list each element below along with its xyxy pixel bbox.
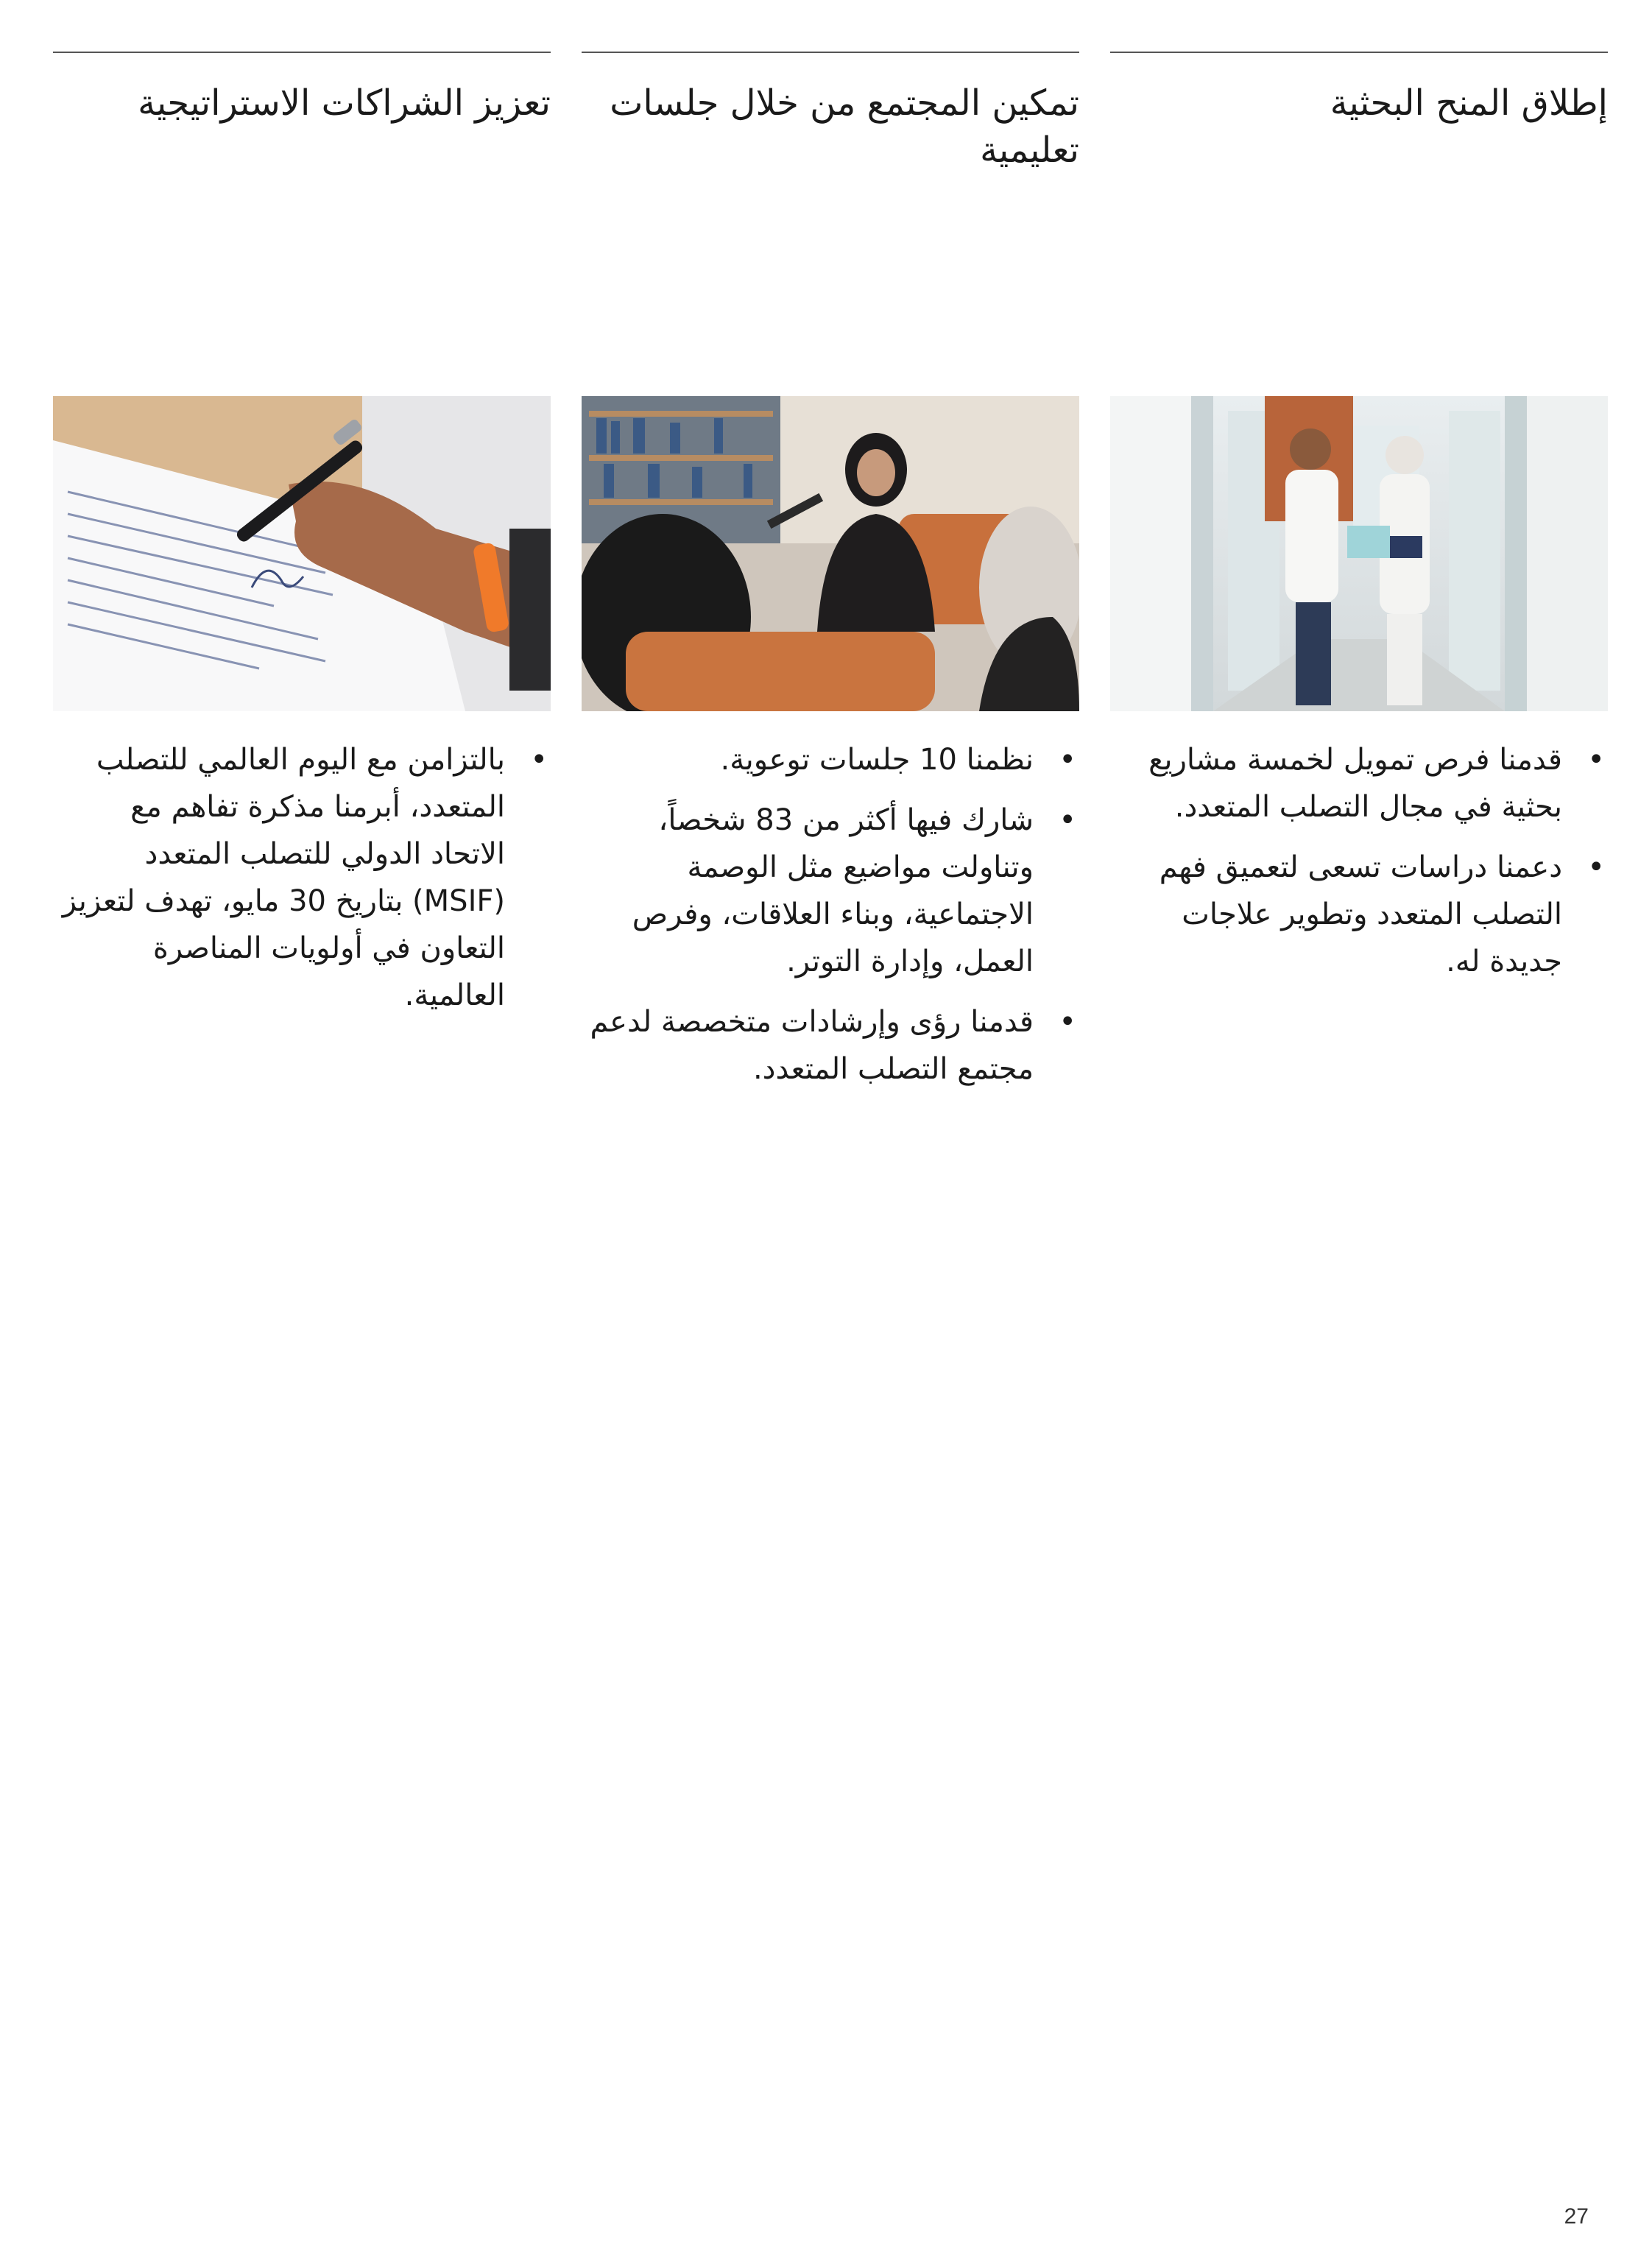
- page-number: 27: [1564, 2204, 1589, 2229]
- section-divider: [53, 52, 551, 53]
- section-title: إطلاق المنح البحثية: [1330, 82, 1608, 124]
- list-item: [582, 998, 1079, 1093]
- bullet-text: دعمنا دراسات تسعى لتعميق فهم التصلب المتعدد وتطوير علاجات جديدة له.: [1159, 850, 1562, 978]
- bullet-text: قدمنا فرص تمويل لخمسة مشاريع بحثية في مجال التصلب المتعدد.: [1148, 743, 1562, 824]
- section-divider: [1110, 52, 1608, 53]
- bullet-text: بالتزامن مع اليوم العالمي للتصلب المتعدد، أبرمنا مذكرة تفاهم مع الاتحاد الدولي للتصلب المتعدد (MSIF) بتاريخ 30 مايو، تهدف لتعزيز التعاون في أولويات المناصرة العالمية.: [62, 743, 505, 1012]
- doctors-walking-photo: [1110, 396, 1608, 711]
- section-title: تعزيز الشراكات الاستراتيجية: [138, 82, 551, 124]
- bullet-icon: •: [1059, 803, 1076, 837]
- community-sessions-bullets: [582, 736, 1079, 1106]
- bullet-icon: •: [530, 743, 548, 777]
- bullet-icon: •: [1059, 743, 1076, 777]
- list-item: [582, 797, 1079, 985]
- bullet-text: نظمنا 10 جلسات توعوية.: [720, 743, 1034, 777]
- list-item: [53, 736, 551, 1019]
- community-sessions-section: [582, 52, 1079, 1086]
- section-divider: [582, 52, 1079, 53]
- list-item: [1110, 736, 1608, 830]
- research-grants-bullets: [1110, 736, 1608, 998]
- bullet-text: قدمنا رؤى وإرشادات متخصصة لدعم مجتمع التصلب المتعدد.: [590, 1005, 1034, 1086]
- list-item: [582, 736, 1079, 783]
- bullet-text: شارك فيها أكثر من 83 شخصاً، وتناولت مواضيع مثل الوصمة الاجتماعية، وبناء العلاقات، وفرص العمل، وإدارة التوتر.: [632, 803, 1034, 978]
- signing-document-photo: [53, 396, 551, 711]
- bullet-icon: •: [1587, 850, 1605, 884]
- research-grants-section: [1110, 52, 1608, 978]
- bullet-icon: •: [1587, 743, 1605, 777]
- speaker-with-microphone-photo: [582, 396, 1079, 711]
- section-title: تمكين المجتمع من خلال جلسات تعليمية: [610, 82, 1079, 171]
- strategic-partnerships-bullets: [53, 736, 551, 1032]
- strategic-partnerships-section: [53, 52, 551, 1012]
- bullet-icon: •: [1059, 1005, 1076, 1039]
- list-item: [1110, 844, 1608, 985]
